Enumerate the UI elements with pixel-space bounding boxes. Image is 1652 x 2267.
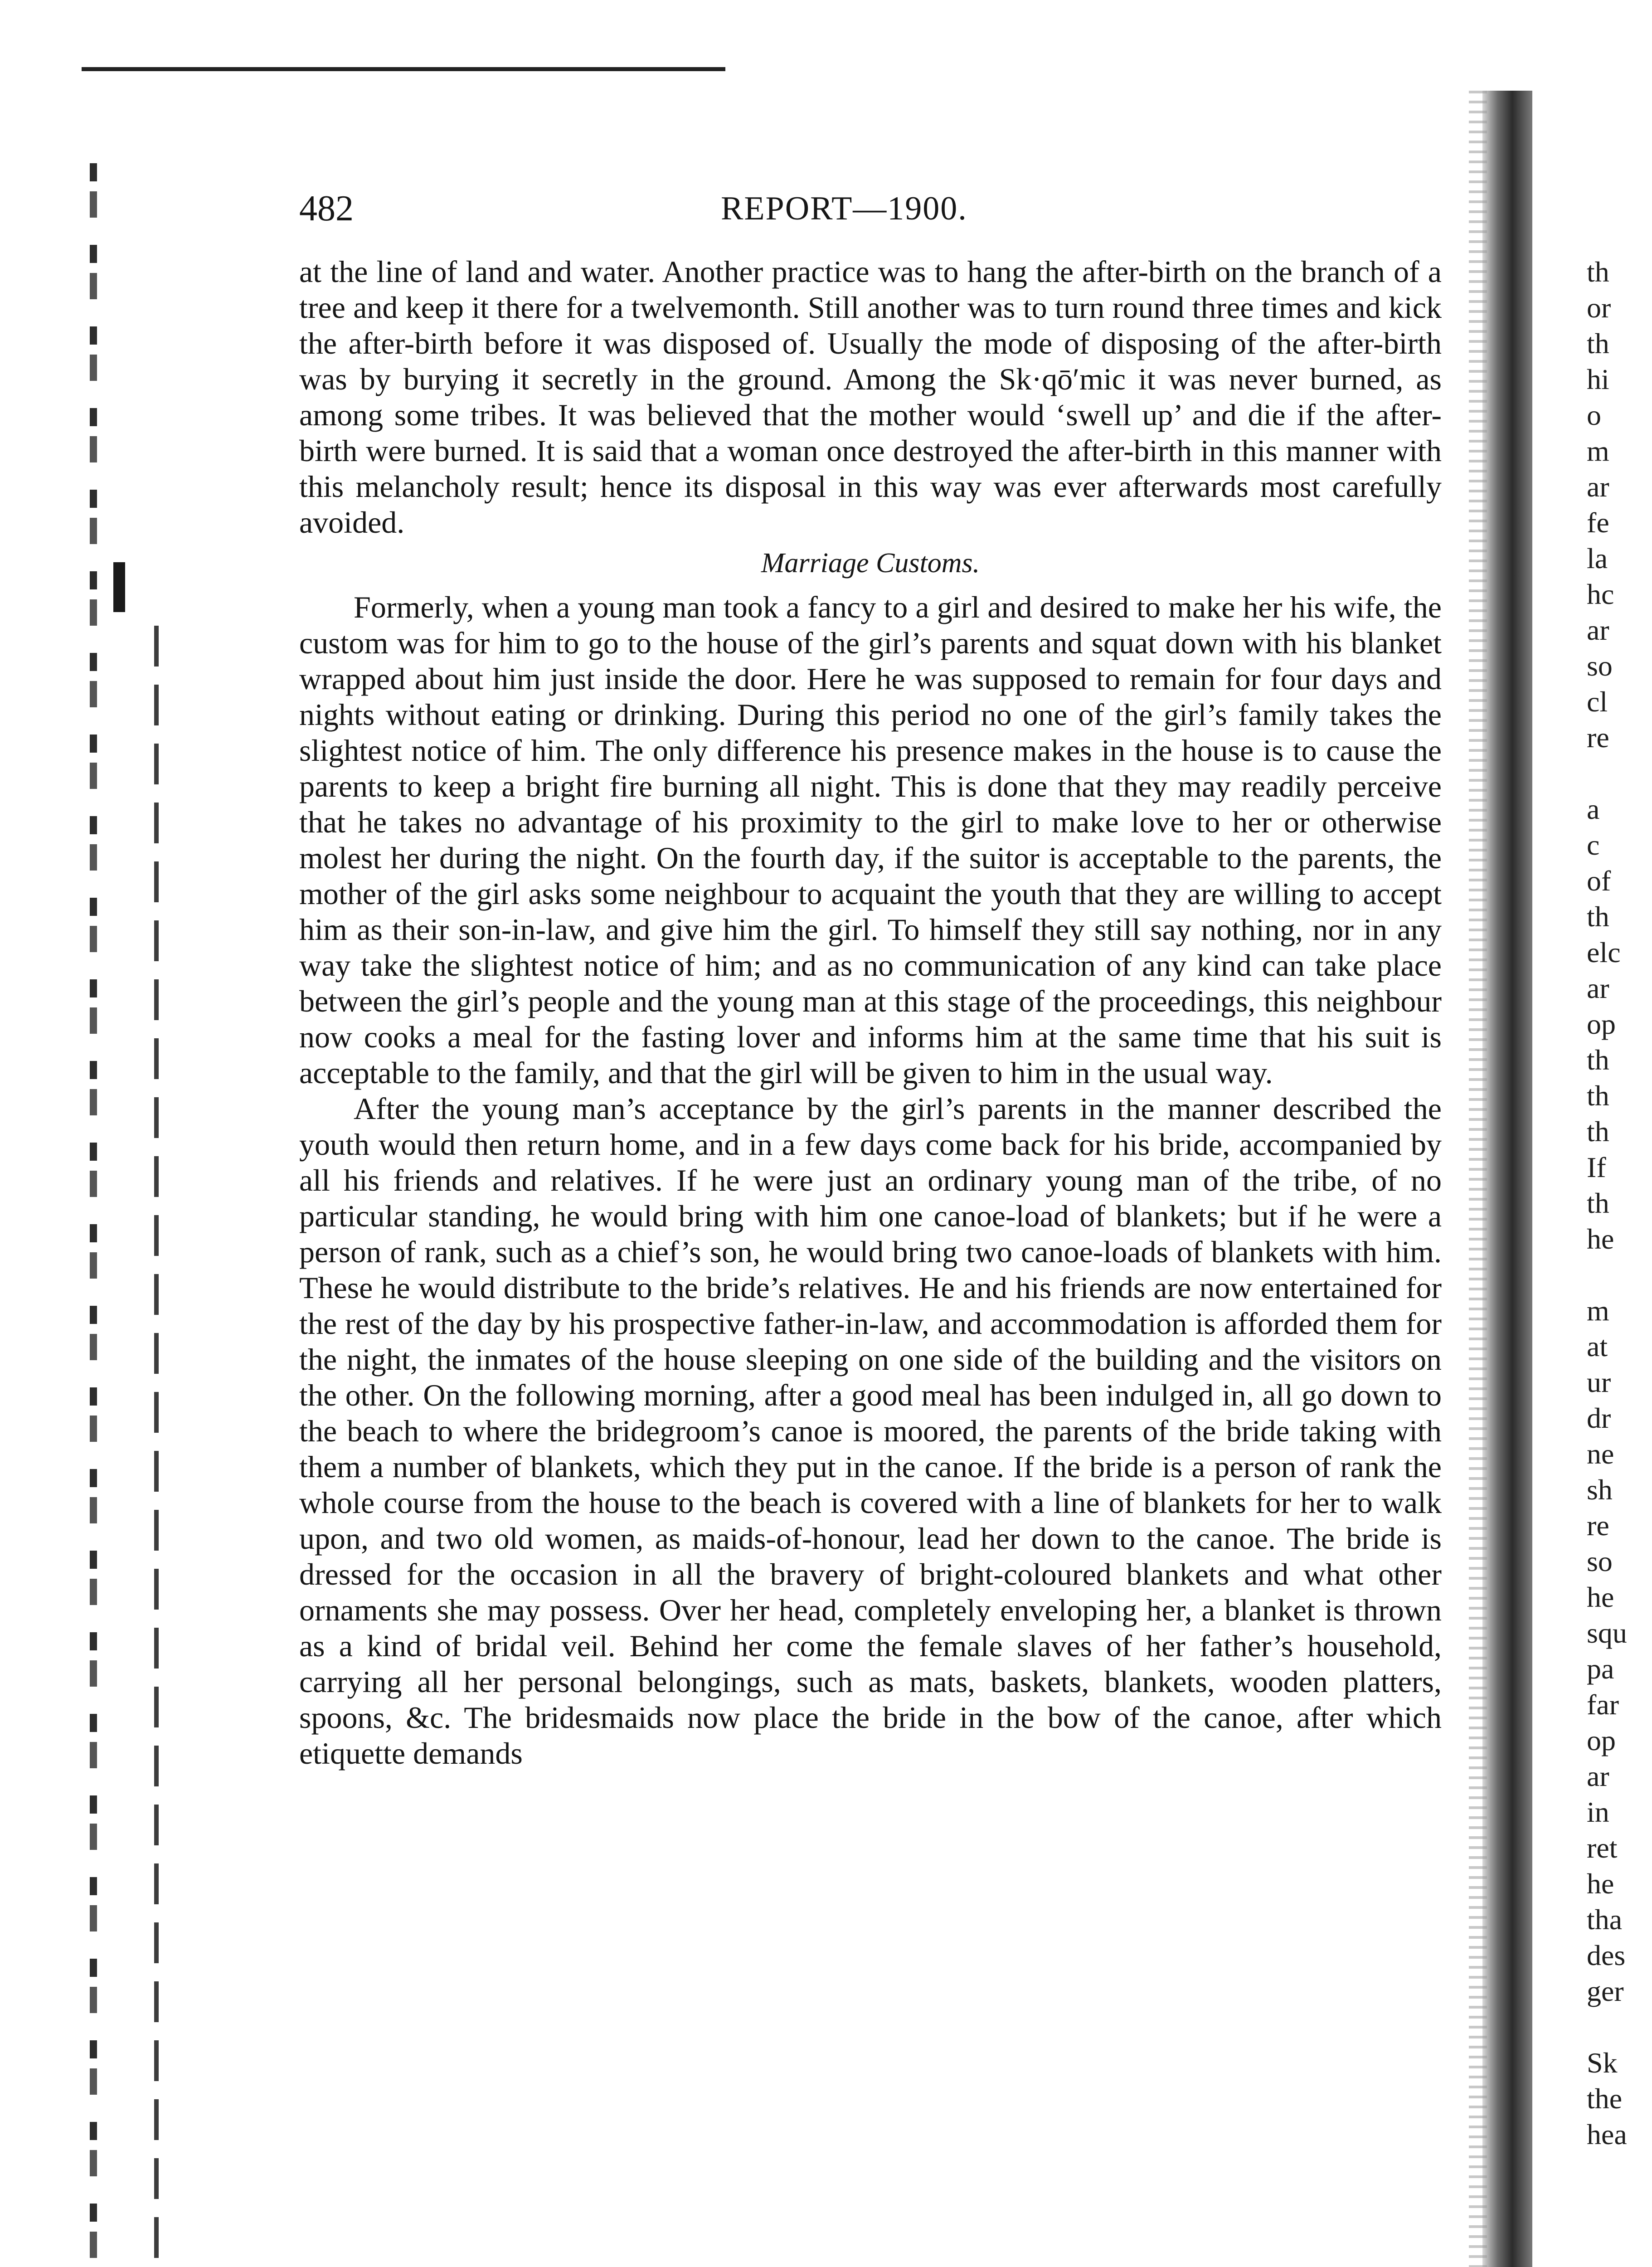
facing-page-fragment: so [1587, 1545, 1613, 1577]
facing-page-fragment: or [1587, 292, 1611, 324]
facing-page-fragment: th [1587, 1044, 1609, 1076]
facing-page-fragment: tha [1587, 1903, 1623, 1936]
facing-page-fragment: re [1587, 1509, 1609, 1542]
facing-page-fragment [1587, 2009, 1650, 2045]
facing-page-fragment: he [1587, 1581, 1614, 1613]
facing-page-fragment: th [1587, 900, 1609, 933]
facing-page-fragment: hea [1587, 2118, 1627, 2150]
facing-page-fragment: la [1587, 542, 1608, 574]
facing-page-fragment: pa [1587, 1653, 1614, 1685]
facing-page-fragment: ar [1587, 471, 1609, 503]
facing-page-fragment: th [1587, 1080, 1609, 1112]
facing-page-fragment: ger [1587, 1975, 1624, 2007]
running-head: REPORT—1900. [721, 190, 967, 227]
facing-page-fragment: Sk [1587, 2047, 1618, 2079]
facing-page-fragment: hi [1587, 363, 1609, 395]
body-text [299, 254, 1442, 1771]
facing-page-fragment: so [1587, 650, 1613, 682]
facing-page-fragment: squ [1587, 1617, 1627, 1649]
section-heading: Marriage Customs. [761, 548, 980, 579]
top-rule-artifact [82, 67, 725, 71]
facing-page-fragment: ar [1587, 972, 1609, 1004]
facing-page-fragment: ne [1587, 1438, 1614, 1470]
right-binding-shadow [1482, 91, 1532, 2267]
facing-page-fragment: th [1587, 327, 1609, 360]
facing-page-fragment: o [1587, 399, 1601, 431]
page-header [299, 186, 1442, 231]
facing-page-fragment: he [1587, 1868, 1614, 1900]
facing-page-fragment: dr [1587, 1402, 1611, 1434]
page-number: 482 [299, 189, 354, 229]
facing-page-fragments [1587, 254, 1650, 2152]
facing-page-fragment: ur [1587, 1366, 1611, 1398]
left-binding-shadow [154, 626, 159, 2267]
facing-page-fragment: fe [1587, 506, 1609, 539]
facing-page-fragment: ret [1587, 1832, 1618, 1864]
facing-page-fragment: he [1587, 1223, 1614, 1255]
left-binding-shadow [90, 163, 97, 2267]
paragraph: at the line of land and water. Another practice was to hang the after-birth on the branch of a tree and keep it there for a twelvemonth. Still another was to turn round three times and kick the after-birth before it was disposed of. Usually the mode of disposing of the after-birth was by burying it secretly in the ground. Among the Sk·qō′mic it was never burned, as among some tribes. It was believed that the mother would ‘swell up’ and die if the after-birth were burned. It is said that a woman once destroyed the after-birth in this manner with this melancholy result; hence its disposal in this way was ever afterwards most carefully avoided. [299, 254, 1442, 540]
facing-page-fragment [1587, 755, 1650, 791]
facing-page-fragment: des [1587, 1939, 1626, 1971]
facing-page-fragment: elc [1587, 936, 1621, 968]
facing-page-fragment: c [1587, 829, 1600, 861]
facing-page-fragment: sh [1587, 1474, 1613, 1506]
facing-page-fragment: a [1587, 793, 1600, 825]
facing-page-fragment: re [1587, 721, 1609, 754]
top-rule-artifact [671, 67, 721, 71]
facing-page-fragment: cl [1587, 686, 1608, 718]
paragraph: After the young man’s acceptance by the girl’s parents in the manner described the youth would then return home, and in a few days come back for his bride, accompanied by all his friends and relatives. If he were just an ordinary young man of the tribe, of no particular standing, he would bring with him one canoe-load of blankets; but if he were a person of rank, such as a chief’s son, he would bring two canoe-loads of blankets with him. These he would distribute to the bride’s relatives. He and his friends are now entertained for the rest of the day by his prospective father-in-law, and accommodation is afforded them for the night, the inmates of the house sleeping on one side of the building and the visitors on the other. On the following morning, after a good meal has been indulged in, all go down to the beach to where the bridegroom’s canoe is moored, the parents of the bride taking with them a number of blankets, which they put in the canoe. If the bride is a person of rank the whole course from the house to the beach is covered with a line of blankets for her to walk upon, and two old women, as maids-of-honour, lead her down to the canoe. The bride is dressed for the occasion in all the bravery of bright-coloured blankets and what other ornaments she may possess. Over her head, completely enveloping her, a blanket is thrown as a kind of bridal veil. Behind her come the female slaves of her father’s household, carrying all her personal belongings, such as mats, baskets, blankets, wooden platters, spoons, &c. The bridesmaids now place the bride in the bow of the canoe, after which etiquette demands [299, 1091, 1442, 1771]
facing-page-fragment: ar [1587, 614, 1609, 646]
facing-page-fragment: far [1587, 1688, 1619, 1721]
facing-page-fragment: hc [1587, 578, 1614, 610]
facing-page-fragment: op [1587, 1724, 1616, 1756]
facing-page-fragment: in [1587, 1796, 1609, 1828]
facing-page-fragment: of [1587, 865, 1611, 897]
facing-page-fragment: at [1587, 1330, 1608, 1362]
right-binding-speckle [1469, 91, 1487, 2267]
facing-page-fragment: If [1587, 1151, 1606, 1183]
facing-page-fragment: m [1587, 435, 1609, 467]
facing-page-fragment: th [1587, 1187, 1609, 1219]
facing-page-fragment [1587, 1257, 1650, 1293]
facing-page-fragment: th [1587, 1115, 1609, 1148]
paragraph: Formerly, when a young man took a fancy to a girl and desired to make her his wife, the custom was for him to go to the house of the girl’s parents and squat down with his blanket wrapped about him just inside the door. Here he was supposed to remain for four days and nights without eating or drinking. During this period no one of the girl’s family takes the slightest notice of him. The only difference his presence makes in the house is to cause the parents to keep a bright fire burning all night. This is done that they may readily perceive that he takes no advantage of his proximity to the girl to make love to her or otherwise molest her during the night. On the fourth day, if the suitor is acceptable to the parents, the mother of the girl asks some neighbour to acquaint the youth that they are willing to accept him as their son-in-law, and give him the girl. To himself they still say nothing, nor in any way take the slightest notice of him; and as no communication of any kind can take place between the girl’s people and the young man at this stage of the proceedings, this neighbour now cooks a meal for the fasting lover and informs him at the same time that his suit is acceptable to the family, and that the girl will be given to him in the usual way. [299, 590, 1442, 1090]
facing-page-fragment: op [1587, 1008, 1616, 1040]
facing-page-fragment: the [1587, 2082, 1623, 2115]
ink-blot [113, 562, 125, 612]
facing-page-fragment: m [1587, 1294, 1609, 1327]
facing-page-fragment: th [1587, 256, 1609, 288]
facing-page-fragment: ar [1587, 1760, 1609, 1792]
